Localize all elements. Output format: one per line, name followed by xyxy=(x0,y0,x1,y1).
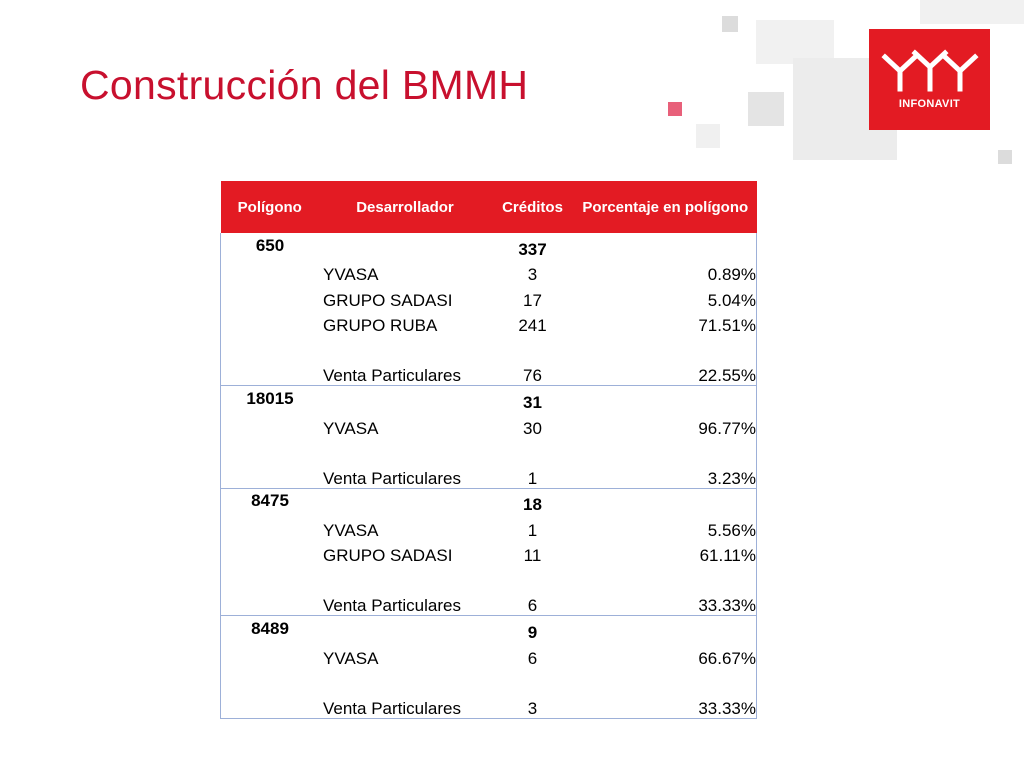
porcentaje-cell: 5.56% xyxy=(574,514,757,540)
creditos-cell: 3 xyxy=(491,668,574,719)
header-creditos: Créditos xyxy=(491,181,574,233)
poligono-cell: 8475 xyxy=(221,488,320,514)
decor-square xyxy=(920,0,1024,24)
creditos-cell: 6 xyxy=(527,648,538,668)
table-row xyxy=(221,668,757,719)
table-header-row xyxy=(221,181,757,233)
desarrollador-cell: YVASA xyxy=(323,648,379,668)
total-creditos-cell: 9 xyxy=(527,622,538,642)
table-group-row xyxy=(221,386,757,412)
porcentaje-cell: 22.55% xyxy=(574,335,757,386)
table-group-row xyxy=(221,233,757,259)
table-row xyxy=(221,259,757,285)
header-poligono: Polígono xyxy=(221,181,320,233)
creditos-cell: 1 xyxy=(491,438,574,489)
creditos-cell: 3 xyxy=(527,265,538,285)
infonavit-emblem-icon xyxy=(869,29,990,130)
desarrollador-cell: YVASA xyxy=(323,520,379,540)
decor-square xyxy=(748,92,784,126)
decor-square xyxy=(696,124,720,148)
creditos-cell: 1 xyxy=(527,520,538,540)
porcentaje-cell: 61.11% xyxy=(574,540,757,566)
desarrollador-cell: YVASA xyxy=(323,265,379,285)
porcentaje-cell: 33.33% xyxy=(574,668,757,719)
decor-square xyxy=(668,102,682,116)
porcentaje-cell: 66.67% xyxy=(574,642,757,668)
porcentaje-cell: 0.89% xyxy=(574,259,757,285)
creditos-cell: 11 xyxy=(523,546,542,566)
creditos-cell: 241 xyxy=(518,316,547,336)
table-row xyxy=(221,565,757,616)
total-creditos-cell: 18 xyxy=(523,495,542,515)
decor-square xyxy=(722,16,738,32)
logo-text: INFONAVIT xyxy=(898,98,961,110)
desarrollador-cell: YVASA xyxy=(323,418,379,438)
porcentaje-cell: 96.77% xyxy=(574,412,757,438)
poligono-cell: 650 xyxy=(221,233,320,259)
desarrollador-cell: Venta Particulares xyxy=(319,438,491,489)
desarrollador-cell: GRUPO SADASI xyxy=(323,546,453,566)
desarrollador-cell: GRUPO SADASI xyxy=(323,290,453,310)
poligono-cell: 18015 xyxy=(221,386,320,412)
table-row xyxy=(221,284,757,310)
header-desarrollador: Desarrollador xyxy=(319,181,491,233)
creditos-cell: 17 xyxy=(523,290,542,310)
creditos-cell: 30 xyxy=(523,418,542,438)
poligono-cell: 8489 xyxy=(221,616,320,642)
slide-title: Construcción del BMMH xyxy=(80,62,529,108)
creditos-cell: 6 xyxy=(491,565,574,616)
desarrollador-cell: Venta Particulares xyxy=(319,668,491,719)
total-creditos-cell: 337 xyxy=(518,239,547,259)
table-row xyxy=(221,514,757,540)
table-row xyxy=(221,540,757,566)
table-group-row xyxy=(221,616,757,642)
table-row xyxy=(221,642,757,668)
table-row xyxy=(221,310,757,336)
decor-square xyxy=(998,150,1012,164)
desarrollador-cell: Venta Particulares xyxy=(319,335,491,386)
porcentaje-cell: 33.33% xyxy=(574,565,757,616)
table-group-row xyxy=(221,488,757,514)
porcentaje-cell: 71.51% xyxy=(574,310,757,336)
table-row xyxy=(221,412,757,438)
table-row xyxy=(221,438,757,489)
porcentaje-cell: 3.23% xyxy=(574,438,757,489)
porcentaje-cell: 5.04% xyxy=(574,284,757,310)
infonavit-logo xyxy=(869,29,990,130)
credits-table xyxy=(220,181,757,719)
table-row xyxy=(221,335,757,386)
header-porcentaje: Porcentaje en polígono xyxy=(574,181,757,233)
total-creditos-cell: 31 xyxy=(523,392,542,412)
creditos-cell: 76 xyxy=(491,335,574,386)
desarrollador-cell: GRUPO RUBA xyxy=(323,316,438,336)
desarrollador-cell: Venta Particulares xyxy=(319,565,491,616)
